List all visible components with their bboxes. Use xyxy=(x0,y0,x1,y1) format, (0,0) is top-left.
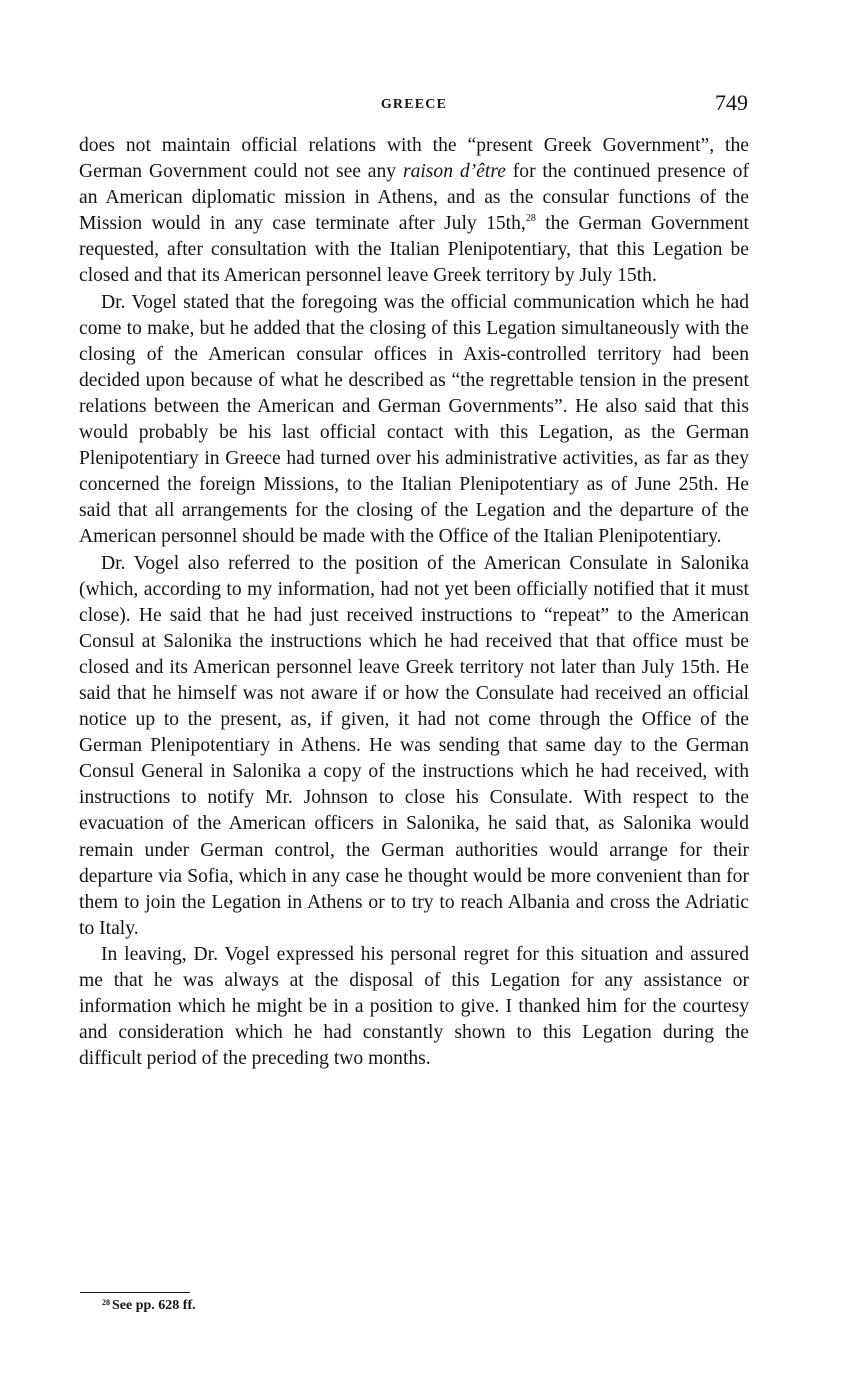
paragraph-1 xyxy=(79,133,749,290)
running-head xyxy=(80,90,748,124)
paragraph-1-text-a: does not maintain official relations with the “present Greek Government”, the German Government could not see any xyxy=(79,135,749,183)
footnote xyxy=(102,1298,196,1314)
paragraph-2: Dr. Vogel stated that the foregoing was the official communication which he had come to make, but he added that the closing of this Legation simultaneously with the closing of the American consular offices in Axis-controlled territory had been decided upon because of what he described as “the regrettable tension in the present relations between the American and German Governments”. He also said that this would probably be his last official contact with this Legation, as the German Plenipotentiary in Greece had turned over his administrative activities, as far as they concerned the foreign Missions, to the Italian Plenipotentiary as of June 25th. He said that all arrangements for the closing of the Legation and the departure of the American personnel should be made with the Office of the Italian Plenipotentiary. xyxy=(79,291,749,548)
footnote-text: See pp. 628 ff. xyxy=(112,1298,196,1313)
italic-phrase: raison d’être xyxy=(402,161,506,183)
page-number: 749 xyxy=(715,90,748,115)
footnote-reference: 28 xyxy=(525,213,536,225)
footnote-rule xyxy=(80,1292,190,1293)
running-title: GREECE xyxy=(380,97,448,112)
paragraph-3: Dr. Vogel also referred to the position of the American Consulate in Salonika (which, according to my information, had not yet been officially notified that it must close). He said that he had just received instructions to “repeat” to the American Consul at Salonika the instructions which he had received that that office must be closed and its American personnel leave Greek territory not later than July 15th. He said that he himself was not aware if or how the Consulate had received an official notice up to the present, as, if given, it had not come through the Office of the German Plenipotentiary in Athens. He was sending that same day to the German Consul General in Salonika a copy of the instructions which he had received, with instructions to notify Mr. Johnson to close his Consulate. With respect to the evacuation of the American officers in Salonika, he said that, as Salonika would remain under German control, the German authorities would arrange for their departure via Sofia, which in any case he thought would be more convenient than for them to join the Legation in Athens or to try to reach Albania and cross the Adriatic to Italy. xyxy=(79,552,749,939)
body-text xyxy=(79,133,749,1072)
paragraph-1-text-b: for the continued presence of an American diplomatic mission in Athens, and as the consular functions of the Mission would in any case terminate after July 15th, xyxy=(79,161,749,235)
paragraph-1-text-c: the German Government requested, after consultation with the Italian Plenipotentiary, that this Legation be closed and that its American personnel leave Greek territory by July 15th. xyxy=(79,213,749,287)
paragraph-4: In leaving, Dr. Vogel expressed his personal regret for this situation and assured me that he was always at the disposal of this Legation for any assistance or information which he might be in a position to give. I thanked him for the courtesy and consideration which he had constantly shown to this Legation during the difficult period of the preceding two months. xyxy=(79,943,749,1070)
footnote-marker: 28 xyxy=(102,1298,110,1307)
